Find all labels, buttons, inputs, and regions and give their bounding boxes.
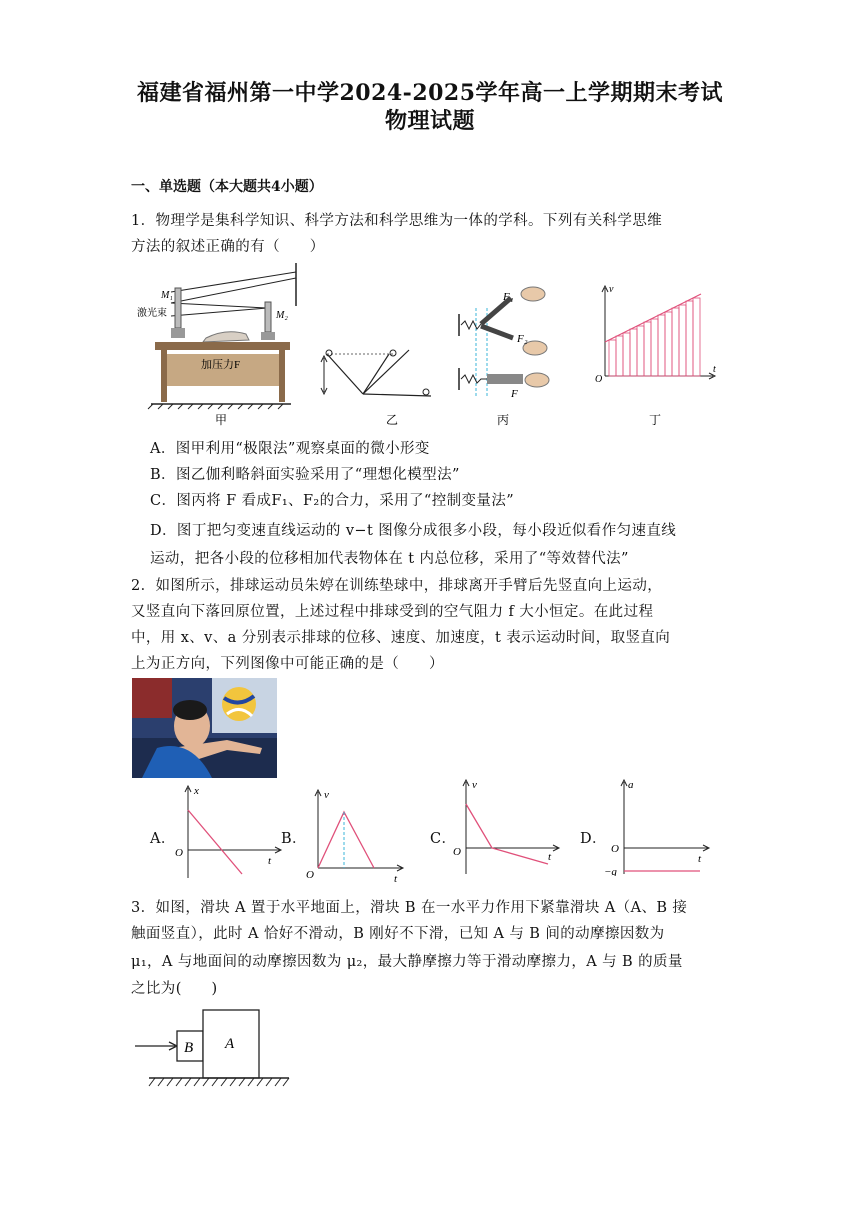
- q1-figures: [131, 258, 731, 428]
- q1-option-c: C．图丙将 F 看成F₁、F₂的合力，采用了“控制变量法”: [150, 493, 515, 509]
- graph-a-x: x: [194, 785, 199, 797]
- graph-b-v: v: [324, 789, 329, 801]
- q3-stem-line3: μ₁，A 与地面间的动摩擦因数为 μ₂，最大静摩擦力等于滑动摩擦力，A 与 B 的质量: [131, 954, 683, 970]
- laser-label: 激光束: [137, 308, 167, 319]
- m2-label: M₂: [276, 310, 288, 321]
- q1-stem-line1: 1．物理学是集科学知识、科学方法和科学思维为一体的学科。下列有关科学思维: [131, 213, 663, 229]
- q2-stem-line3: 中，用 x、v、a 分别表示排球的位移、速度、加速度，t 表示运动时间，取竖直向: [131, 630, 671, 646]
- volleyball-photo: [132, 678, 277, 778]
- graph-d-a: a: [628, 779, 634, 791]
- graph-b-o: O: [306, 869, 314, 881]
- press-label: 加压力F: [201, 359, 241, 371]
- section-heading: 一、单选题（本大题共4小题）: [131, 179, 323, 195]
- figure-yi-caption: 乙: [386, 413, 399, 427]
- q2-stem-line4: 上为正方向，下列图像中可能正确的是（ ）: [131, 656, 444, 672]
- graph-a-o: O: [175, 847, 183, 859]
- q1-option-d-line2: 运动，把各小段的位移相加代表物体在 t 内总位移，采用了“等效替代法”: [150, 551, 629, 567]
- q2-option-a-label: A．: [150, 831, 176, 847]
- ding-o: O: [595, 374, 603, 385]
- q2-option-b-label: B．: [281, 831, 307, 847]
- q1-option-b: B．图乙伽利略斜面实验采用了“理想化模型法”: [150, 467, 460, 483]
- q2-graph-d: [604, 776, 716, 876]
- ding-t: t: [713, 364, 716, 375]
- graph-b-t: t: [394, 873, 398, 884]
- figure-jia: [137, 263, 296, 427]
- block-a-label: A: [225, 1036, 235, 1052]
- figure-yi: [321, 350, 431, 427]
- q3-stem-line1: 3．如图，滑块 A 置于水平地面上，滑块 B 在一水平力作用下紧靠滑块 A（A、B 接: [131, 900, 688, 916]
- ding-v: v: [609, 284, 614, 295]
- graph-d-neg-g: −g: [604, 866, 617, 876]
- figure-bing: [459, 287, 549, 427]
- page-title: 福建省福州第一中学2024-2025学年高一上学期期末考试: [136, 80, 724, 106]
- graph-c-t: t: [548, 851, 552, 863]
- figure-ding: [595, 284, 716, 427]
- q1-option-d-line1: D．图丁把匀变速直线运动的 v−t 图像分成很多小段，每小段近似看作匀速直线: [150, 523, 677, 539]
- q2-stem-line1: 2．如图所示，排球运动员朱婷在训练垫球中，排球离开手臂后先竖直向上运动，: [131, 578, 663, 594]
- graph-d-o: O: [611, 843, 619, 855]
- block-b-label: B: [184, 1040, 194, 1056]
- graph-c-v: v: [472, 779, 477, 791]
- q3-figure: [131, 1004, 296, 1094]
- page-subtitle: 物理试题: [384, 108, 475, 134]
- figure-ding-caption: 丁: [649, 413, 662, 427]
- graph-a-t: t: [268, 855, 272, 867]
- m1-label: M₁: [161, 290, 173, 301]
- f-label: F: [511, 388, 518, 400]
- q2-option-d-label: D．: [580, 831, 607, 847]
- q3-stem-line4: 之比为( ): [131, 981, 218, 997]
- q3-stem-line2: 触面竖直），此时 A 恰好不滑动，B 刚好不下滑，已知 A 与 B 间的动摩擦因数为: [131, 926, 665, 942]
- f1-label: F₁: [503, 291, 514, 303]
- graph-c-o: O: [453, 846, 461, 858]
- q1-option-a: A．图甲利用“极限法”观察桌面的微小形变: [150, 441, 430, 457]
- graph-d-t: t: [698, 853, 702, 865]
- figure-jia-caption: 甲: [215, 413, 228, 427]
- q2-graph-a: [172, 782, 284, 882]
- f2-label: F₂: [517, 333, 528, 345]
- q2-stem-line2: 又竖直向下落回原位置，上述过程中排球受到的空气阻力 f 大小恒定。在此过程: [131, 604, 654, 620]
- q2-option-c-label: C．: [430, 831, 457, 847]
- q2-graph-b: [302, 784, 414, 884]
- q2-graph-c: [450, 776, 562, 876]
- q1-stem-line2: 方法的叙述正确的有（ ）: [131, 239, 325, 255]
- figure-bing-caption: 丙: [497, 413, 510, 427]
